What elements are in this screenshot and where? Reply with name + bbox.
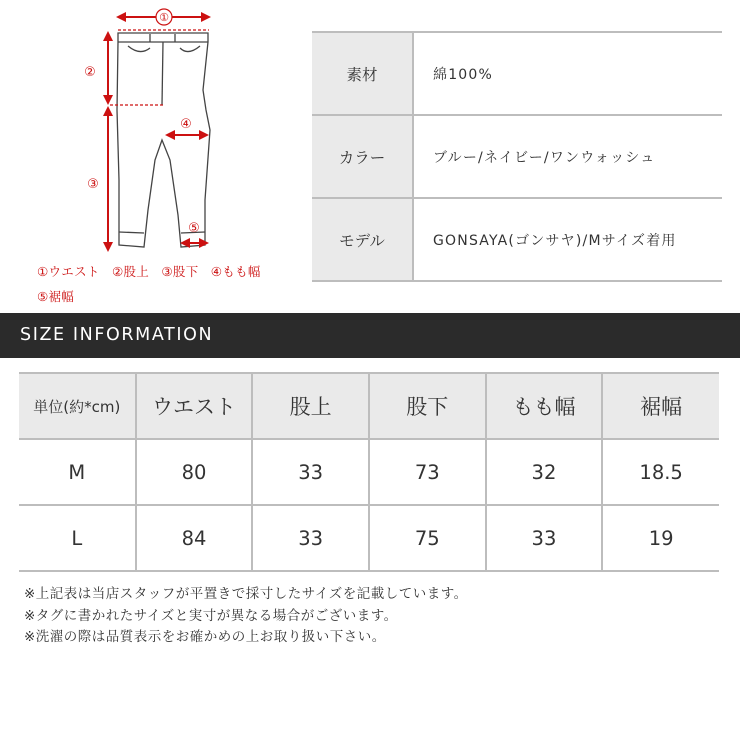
size-label: L [19,505,136,571]
legend-inseam: ③股下 [161,264,199,279]
size-cell: 80 [136,439,253,505]
legend-thigh: ④もも幅 [210,264,261,279]
header-inseam: 股下 [369,373,486,439]
diagram-legend-row2 [37,287,82,305]
size-cell: 75 [369,505,486,571]
notes [24,584,468,649]
size-cell: 33 [486,505,603,571]
marker-1: ① [159,11,169,24]
spec-row-model [312,198,722,281]
header-hem: 裾幅 [602,373,719,439]
pants-outline [117,33,210,247]
marker-3: ③ [87,177,99,192]
measure-inseam [87,108,108,250]
spec-value: ブルー/ネイビー/ワンウォッシュ [413,115,722,198]
note-washing: ※洗濯の際は品質表示をお確かめの上お取り扱い下さい。 [24,629,386,645]
spec-label: モデル [312,198,413,281]
marker-2: ② [84,65,96,80]
header-thigh: もも幅 [486,373,603,439]
spec-value: GONSAYA(ゴンサヤ)/Mサイズ着用 [413,198,722,281]
size-label: M [19,439,136,505]
size-table [19,372,719,572]
spec-row-color [312,115,722,198]
size-cell: 33 [252,439,369,505]
size-header-row [19,373,719,439]
size-cell: 73 [369,439,486,505]
legend-rise: ②股上 [112,264,150,279]
legend-waist: ①ウエスト [37,264,100,279]
note-tag-size: ※タグに書かれたサイズと実寸が異なる場合がございます。 [24,607,398,624]
note-measurement: ※上記表は当店スタッフが平置きで採寸したサイズを記載しています。 [24,586,468,602]
size-cell: 18.5 [602,439,719,505]
size-cell: 33 [252,505,369,571]
spec-label: 素材 [312,32,413,115]
spec-row-material [312,32,722,115]
size-row-l [19,505,719,571]
size-cell: 19 [602,505,719,571]
marker-4: ④ [180,117,192,132]
header-waist: ウエスト [136,373,253,439]
measure-waist [118,9,209,30]
header-unit: 単位(約*cm) [19,373,136,439]
marker-5: ⑤ [188,221,200,236]
spec-label: カラー [312,115,413,198]
header-rise: 股上 [252,373,369,439]
section-title-banner: SIZE INFORMATION [0,313,740,358]
size-cell: 84 [136,505,253,571]
size-row-m [19,439,719,505]
product-spec-table [312,31,722,282]
spec-value: 綿100% [413,32,722,115]
size-cell: 32 [486,439,603,505]
diagram-legend [37,262,269,280]
legend-hem: ⑤裾幅 [37,289,75,304]
